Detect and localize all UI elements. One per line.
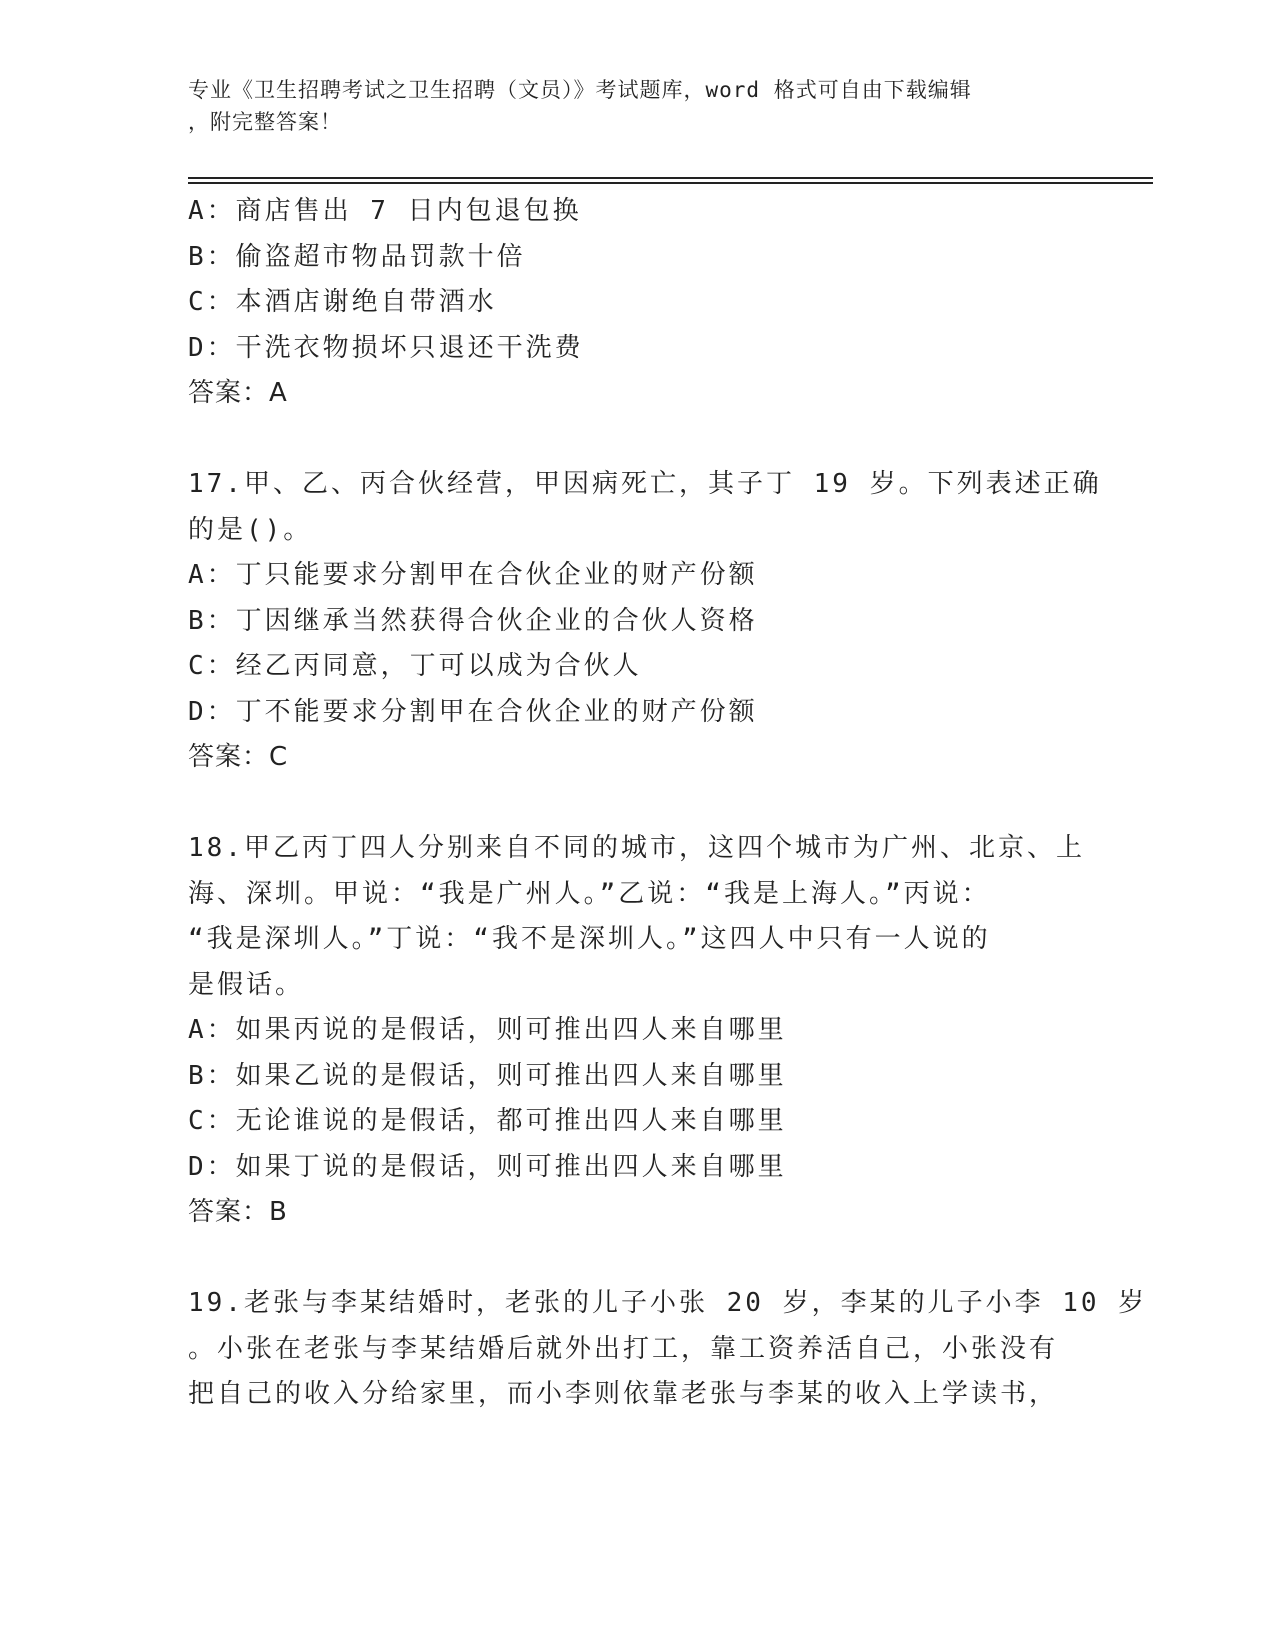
question-stem-line: 。小张在老张与李某结婚后就外出打工，靠工资养活自己，小张没有: [188, 1333, 1059, 1364]
question-content: [188, 189, 1148, 1418]
header-rule-bottom: [188, 182, 1153, 184]
question-stem-line: “我是深圳人。”丁说：“我不是深圳人。”这四人中只有一人说的: [188, 924, 991, 954]
question-stem-line: 的是()。: [188, 514, 313, 545]
document-header: [188, 74, 1088, 138]
spacer: [188, 1236, 1088, 1282]
option-d: D：干洗衣物损坏只退还干洗费: [188, 332, 584, 363]
answer-line: 答案：A: [188, 378, 288, 408]
question-stem-line: 19.老张与李某结婚时，老张的儿子小张 20 岁，李某的儿子小李 10 岁: [188, 1288, 1148, 1318]
header-line-1: 专业《卫生招聘考试之卫生招聘（文员）》考试题库，word 格式可自由下载编辑: [188, 78, 972, 102]
spacer: [188, 417, 1088, 463]
header-rule-top: [188, 177, 1153, 179]
spacer: [188, 781, 1088, 827]
option-a: A：商店售出 7 日内包退包换: [188, 196, 582, 226]
question-stem-line: 海、深圳。甲说：“我是广州人。”乙说：“我是上海人。”丙说：: [188, 878, 991, 909]
option-a: A：如果丙说的是假话，则可推出四人来自哪里: [188, 1015, 787, 1045]
option-a: A：丁只能要求分割甲在合伙企业的财产份额: [188, 560, 758, 590]
question-16: [188, 189, 1088, 417]
option-c: C：经乙丙同意，丁可以成为合伙人: [188, 651, 642, 681]
option-c: C：本酒店谢绝自带酒水: [188, 287, 497, 317]
answer-line: 答案：B: [188, 1197, 288, 1227]
question-stem-line: 是假话。: [188, 969, 305, 1000]
option-d: D：丁不能要求分割甲在合伙企业的财产份额: [188, 696, 758, 727]
option-b: B：如果乙说的是假话，则可推出四人来自哪里: [188, 1060, 787, 1091]
option-b: B：丁因继承当然获得合伙企业的合伙人资格: [188, 605, 758, 636]
header-line-2: ，附完整答案！: [188, 110, 342, 134]
question-stem-line: 把自己的收入分给家里，而小李则依靠老张与李某的收入上学读书，: [188, 1379, 1059, 1409]
question-stem-line: 18.甲乙丙丁四人分别来自不同的城市，这四个城市为广州、北京、上: [188, 833, 1085, 863]
question-18: [188, 826, 1088, 1236]
question-stem-line: 17.甲、乙、丙合伙经营，甲因病死亡，其子丁 19 岁。下列表述正确: [188, 469, 1102, 499]
answer-line: 答案：C: [188, 742, 289, 772]
question-19: [188, 1281, 1148, 1418]
option-d: D：如果丁说的是假话，则可推出四人来自哪里: [188, 1151, 787, 1182]
question-17: [188, 462, 1102, 781]
option-c: C：无论谁说的是假话，都可推出四人来自哪里: [188, 1106, 787, 1136]
option-b: B：偷盗超市物品罚款十倍: [188, 241, 526, 272]
